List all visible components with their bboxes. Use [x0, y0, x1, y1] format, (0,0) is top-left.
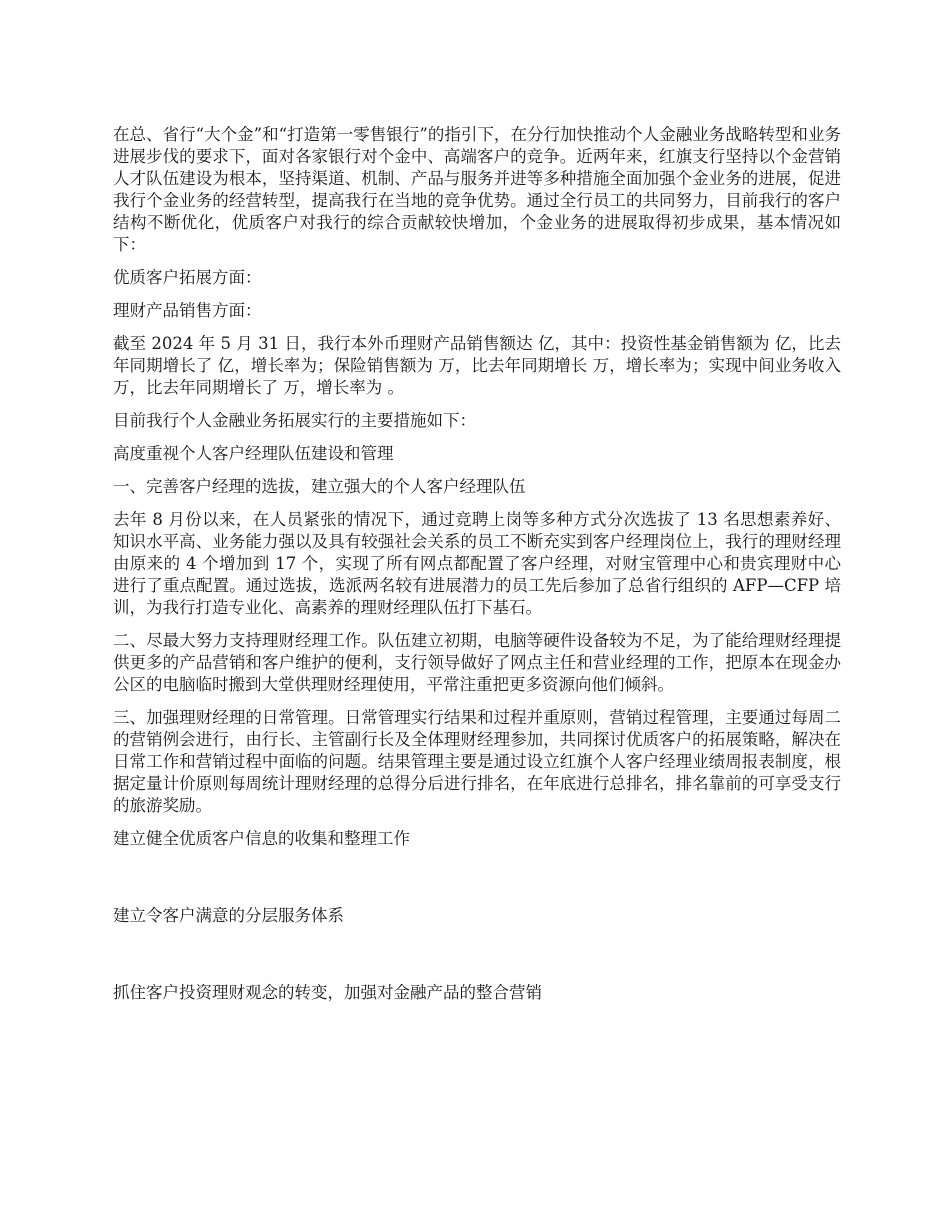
section-heading-client-info: 建立健全优质客户信息的收集和整理工作	[113, 829, 410, 848]
section-heading-team-building: 高度重视个人客户经理队伍建设和管理	[113, 444, 394, 463]
section-heading-integrated-marketing: 抓住客户投资理财观念的转变，加强对金融产品的整合营销	[113, 983, 542, 1002]
support-paragraph: 二、尽最大努力支持理财经理工作。队伍建立初期，电脑等硬件设备较为不足，为了能给理财经理提供更多的产品营销和客户维护的便利，支行领导做好了网点主任和营业经理的工作，把原本在现金办公区的电脑临时搬到大堂供理财经理使用，平常注重把更多资源向他们倾斜。	[113, 631, 841, 694]
intro-paragraph: 在总、省行“大个金”和“打造第一零售银行”的指引下，在分行加快推动个人金融业务战略转型和业务进展步伐的要求下，面对各家银行对个金中、高端客户的竞争。近两年来，红旗支行坚持以个金营销人才队伍建设为根本，坚持渠道、机制、产品与服务并进等多种措施全面加强个金业务的进展，促进我行个金业务的经营转型，提高我行在当地的竞争优势。通过全行员工的共同努力，目前我行的客户结构不断优化，优质客户对我行的综合贡献较快增加，个金业务的进展取得初步成果，基本情况如下：	[113, 125, 841, 254]
subheading-selection: 一、完善客户经理的选拔，建立强大的个人客户经理队伍	[113, 477, 526, 496]
measures-intro: 目前我行个人金融业务拓展实行的主要措施如下：	[113, 411, 476, 430]
sales-figures-paragraph: 截至 2024 年 5 月 31 日，我行本外币理财产品销售额达 亿，其中：投资性基金销售额为 亿，比去年同期增长了 亿，增长率为；保险销售额为 万，比去年同期增长 万，增长率为；实现中间业务收入 万，比去年同期增长了 万，增长率为 。	[113, 334, 841, 397]
blank-space	[113, 938, 841, 982]
selection-paragraph: 去年 8 月份以来，在人员紧张的情况下，通过竞聘上岗等多种方式分次选拔了 13 名思想素养好、知识水平高、业务能力强以及具有较强社会关系的员工不断充实到客户经理岗位上，我行的理财经理由原来的 4 个增加到 17 个，实现了所有网点都配置了客户经理，对财宝管理中心和贵宾理财中心进行了重点配置。通过选拔，选派两名较有进展潜力的员工先后参加了总省行组织的 AFP—CFP 培训，为我行打造专业化、高素养的理财经理队伍打下基石。	[113, 510, 841, 617]
section-heading-tiered-service: 建立令客户满意的分层服务体系	[113, 906, 344, 925]
blank-space	[113, 861, 841, 905]
section-heading-wealth-products: 理财产品销售方面：	[113, 301, 262, 320]
document-body	[113, 124, 841, 1015]
section-heading-premium-clients: 优质客户拓展方面：	[113, 268, 262, 287]
management-paragraph: 三、加强理财经理的日常管理。日常管理实行结果和过程并重原则，营销过程管理，主要通过每周二的营销例会进行，由行长、主管副行长及全体理财经理参加，共同探讨优质客户的拓展策略，解决在日常工作和营销过程中面临的问题。结果管理主要是通过设立红旗个人客户经理业绩周报表制度，根据定量计价原则每周统计理财经理的总得分后进行排名，在年底进行总排名，排名靠前的可享受支行的旅游奖励。	[113, 708, 841, 815]
